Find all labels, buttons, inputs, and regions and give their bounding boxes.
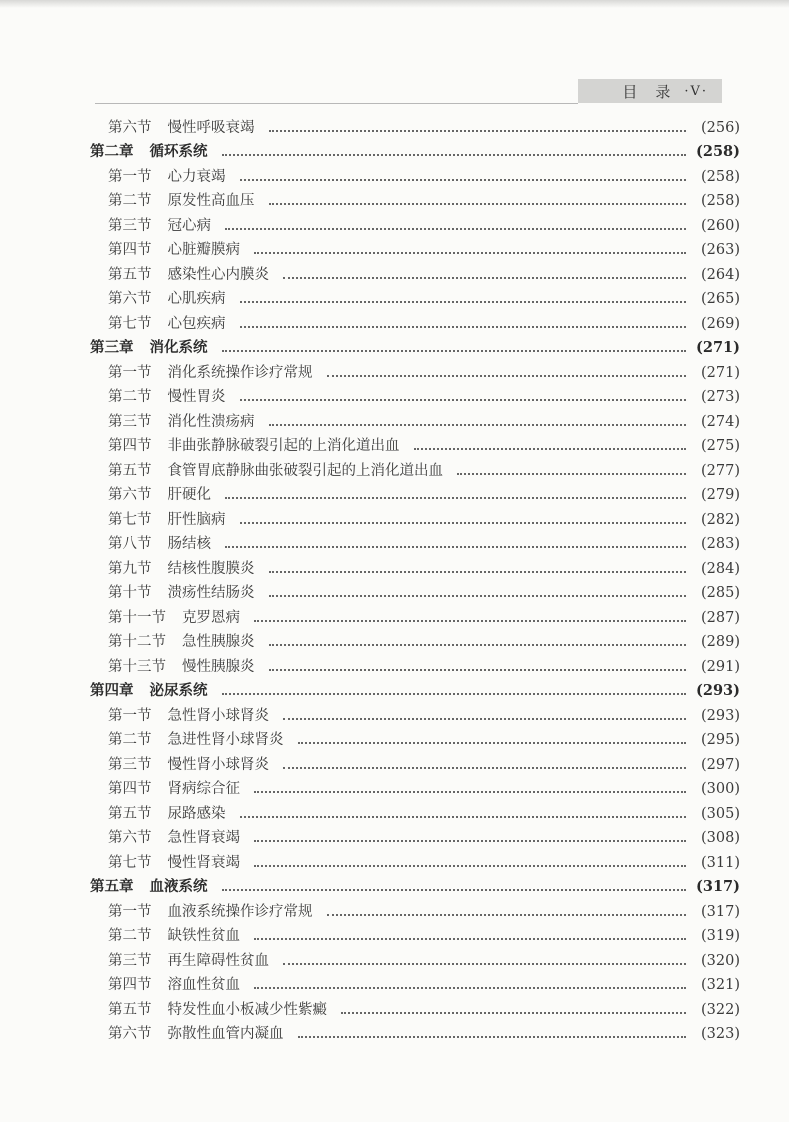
dot-leader	[222, 889, 687, 891]
dot-leader	[283, 277, 686, 279]
entry-title: 急性肾衰竭	[167, 830, 240, 846]
toc-section-entry[interactable]	[90, 823, 740, 848]
entry-page-number: (256)	[701, 119, 740, 136]
entry-page-number: (258)	[701, 193, 740, 209]
toc-section-entry[interactable]	[90, 431, 740, 456]
entry-number: 第一节	[108, 903, 152, 920]
toc-chapter-entry[interactable]	[90, 676, 740, 701]
entry-page-number: (282)	[701, 511, 740, 528]
entry-title: 消化性溃疡病	[167, 413, 255, 430]
toc-section-entry[interactable]	[90, 896, 740, 921]
entry-page-number: (319)	[701, 928, 740, 944]
entry-number: 第十一节	[108, 609, 166, 626]
entry-page-number: (271)	[696, 339, 740, 356]
toc-section-entry[interactable]	[90, 1019, 740, 1044]
entry-title: 慢性胃炎	[167, 389, 226, 405]
entry-number: 第五节	[108, 462, 152, 479]
entry-number: 第十二节	[108, 634, 166, 650]
entry-page-number: (321)	[701, 977, 740, 993]
entry-title: 心脏瓣膜病	[167, 242, 240, 258]
entry-number: 第五章	[90, 878, 134, 895]
toc-section-entry[interactable]	[90, 186, 740, 211]
entry-page-number: (305)	[701, 805, 740, 822]
dot-leader	[254, 252, 686, 254]
entry-number: 第四节	[108, 242, 152, 258]
entry-number: 第六节	[108, 119, 152, 136]
toc-section-entry[interactable]	[90, 553, 740, 578]
entry-page-number: (260)	[701, 217, 740, 234]
entry-page-number: (293)	[701, 707, 740, 724]
dot-leader	[283, 718, 686, 720]
entry-title: 血液系统操作诊疗常规	[167, 903, 313, 920]
entry-number: 第四章	[90, 682, 134, 699]
entry-page-number: (271)	[701, 364, 740, 381]
entry-page-number: (317)	[701, 903, 740, 920]
toc-section-entry[interactable]	[90, 357, 740, 382]
dot-leader	[240, 399, 687, 401]
dot-leader	[254, 865, 686, 867]
entry-number: 第十节	[108, 585, 152, 601]
entry-title: 特发性血小板减少性紫癜	[167, 1001, 327, 1018]
entry-title: 感染性心内膜炎	[167, 266, 269, 283]
dot-leader	[222, 693, 687, 695]
entry-page-number: (291)	[701, 658, 740, 675]
entry-title: 急进性肾小球肾炎	[167, 732, 284, 748]
dot-leader	[240, 522, 687, 524]
toc-section-entry[interactable]	[90, 651, 740, 676]
entry-title: 消化系统	[149, 339, 208, 356]
dot-leader	[327, 375, 687, 377]
entry-number: 第五节	[108, 266, 152, 283]
entry-page-number: (308)	[701, 830, 740, 846]
entry-title: 循环系统	[149, 143, 208, 160]
toc-section-entry[interactable]	[90, 970, 740, 995]
toc-section-entry[interactable]	[90, 455, 740, 480]
toc-section-entry[interactable]	[90, 945, 740, 970]
entry-title: 肝硬化	[167, 487, 211, 503]
dot-leader	[283, 963, 686, 965]
toc-section-entry[interactable]	[90, 259, 740, 284]
entry-title: 泌尿系统	[149, 682, 208, 699]
entry-number: 第二节	[108, 193, 152, 209]
dot-leader	[225, 546, 686, 548]
entry-page-number: (323)	[701, 1026, 740, 1042]
entry-page-number: (293)	[696, 682, 740, 699]
entry-page-number: (265)	[701, 291, 740, 307]
scan-edge-shadow	[0, 0, 789, 8]
toc-section-entry[interactable]	[90, 308, 740, 333]
dot-leader	[240, 301, 687, 303]
dot-leader	[269, 203, 687, 205]
dot-leader	[298, 742, 687, 744]
entry-page-number: (274)	[701, 413, 740, 430]
entry-title: 弥散性血管内凝血	[167, 1026, 284, 1042]
entry-page-number: (258)	[701, 168, 740, 185]
entry-title: 食管胃底静脉曲张破裂引起的上消化道出血	[167, 462, 443, 479]
entry-title: 再生障碍性贫血	[167, 952, 269, 969]
entry-number: 第二节	[108, 389, 152, 405]
entry-title: 尿路感染	[167, 805, 226, 822]
entry-number: 第九节	[108, 560, 152, 577]
entry-page-number: (284)	[701, 560, 740, 577]
toc-section-entry[interactable]	[90, 382, 740, 407]
entry-title: 慢性胰腺炎	[182, 658, 255, 675]
entry-page-number: (289)	[701, 634, 740, 650]
entry-number: 第七节	[108, 854, 152, 871]
entry-page-number: (277)	[701, 462, 740, 479]
toc-section-entry[interactable]	[90, 847, 740, 872]
entry-title: 原发性高血压	[167, 193, 255, 209]
dot-leader	[283, 767, 686, 769]
entry-title: 非曲张静脉破裂引起的上消化道出血	[167, 438, 400, 454]
entry-number: 第十三节	[108, 658, 166, 675]
entry-title: 结核性腹膜炎	[167, 560, 255, 577]
entry-number: 第三节	[108, 217, 152, 234]
header-page-number: ·V·	[684, 83, 708, 99]
toc-section-entry[interactable]	[90, 284, 740, 309]
toc-section-entry[interactable]	[90, 774, 740, 799]
dot-leader	[222, 350, 687, 352]
toc-section-entry[interactable]	[90, 749, 740, 774]
entry-page-number: (273)	[701, 389, 740, 405]
dot-leader	[222, 154, 687, 156]
entry-number: 第六节	[108, 291, 152, 307]
dot-leader	[327, 914, 687, 916]
toc-section-entry[interactable]	[90, 578, 740, 603]
dot-leader	[269, 669, 687, 671]
entry-number: 第四节	[108, 438, 152, 454]
entry-title: 心包疾病	[167, 315, 226, 332]
toc-chapter-entry[interactable]	[90, 333, 740, 358]
entry-title: 急性胰腺炎	[182, 634, 255, 650]
entry-number: 第一节	[108, 707, 152, 724]
entry-title: 消化系统操作诊疗常规	[167, 364, 313, 381]
entry-number: 第一节	[108, 364, 152, 381]
dot-leader	[254, 791, 686, 793]
dot-leader	[298, 1036, 687, 1038]
entry-title: 肠结核	[167, 536, 211, 552]
toc-section-entry[interactable]	[90, 210, 740, 235]
entry-title: 冠心病	[167, 217, 211, 234]
toc-section-entry[interactable]	[90, 725, 740, 750]
entry-number: 第二章	[90, 143, 134, 160]
entry-title: 慢性肾小球肾炎	[167, 756, 269, 773]
entry-number: 第七节	[108, 511, 152, 528]
entry-title: 肝性脑病	[167, 511, 226, 528]
entry-page-number: (300)	[701, 781, 740, 797]
entry-title: 克罗恩病	[182, 609, 240, 626]
entry-page-number: (311)	[701, 854, 740, 871]
dot-leader	[341, 1012, 686, 1014]
header-title-char2: 录	[655, 82, 671, 101]
dot-leader	[254, 840, 686, 842]
entry-page-number: (258)	[696, 143, 740, 160]
dot-leader	[269, 644, 687, 646]
toc-section-entry[interactable]	[90, 602, 740, 627]
toc-section-entry[interactable]	[90, 480, 740, 505]
dot-leader	[269, 424, 687, 426]
entry-number: 第三节	[108, 952, 152, 969]
toc-section-entry[interactable]	[90, 406, 740, 431]
entry-number: 第六节	[108, 487, 152, 503]
entry-number: 第四节	[108, 977, 152, 993]
dot-leader	[457, 473, 686, 475]
entry-number: 第五节	[108, 1001, 152, 1018]
toc-section-entry[interactable]	[90, 700, 740, 725]
dot-leader	[240, 179, 687, 181]
toc-section-entry[interactable]	[90, 112, 740, 137]
toc-section-entry[interactable]	[90, 627, 740, 652]
entry-number: 第八节	[108, 536, 152, 552]
dot-leader	[414, 448, 687, 450]
entry-page-number: (264)	[701, 266, 740, 283]
entry-number: 第四节	[108, 781, 152, 797]
entry-number: 第七节	[108, 315, 152, 332]
entry-page-number: (317)	[696, 878, 740, 895]
entry-page-number: (279)	[701, 487, 740, 503]
toc-section-entry[interactable]	[90, 529, 740, 554]
toc-section-entry[interactable]	[90, 921, 740, 946]
toc-chapter-entry[interactable]	[90, 137, 740, 162]
entry-page-number: (322)	[701, 1001, 740, 1018]
entry-title: 溶血性贫血	[167, 977, 240, 993]
entry-title: 缺铁性贫血	[167, 928, 240, 944]
entry-page-number: (320)	[701, 952, 740, 969]
entry-title: 慢性呼吸衰竭	[167, 119, 255, 136]
entry-number: 第三节	[108, 756, 152, 773]
entry-number: 第六节	[108, 830, 152, 846]
entry-page-number: (297)	[701, 756, 740, 773]
entry-title: 急性肾小球肾炎	[167, 707, 269, 724]
dot-leader	[225, 497, 686, 499]
entry-title: 血液系统	[149, 878, 208, 895]
toc-section-entry[interactable]	[90, 235, 740, 260]
entry-number: 第三节	[108, 413, 152, 430]
entry-number: 第一节	[108, 168, 152, 185]
entry-page-number: (283)	[701, 536, 740, 552]
entry-page-number: (295)	[701, 732, 740, 748]
dot-leader	[254, 938, 686, 940]
entry-number: 第三章	[90, 339, 134, 356]
toc-section-entry[interactable]	[90, 161, 740, 186]
dot-leader	[240, 816, 687, 818]
table-of-contents	[90, 112, 740, 1043]
entry-page-number: (287)	[701, 609, 740, 626]
entry-title: 慢性肾衰竭	[167, 854, 240, 871]
dot-leader	[269, 595, 687, 597]
header-title-char1: 目	[622, 82, 638, 101]
entry-page-number: (269)	[701, 315, 740, 332]
entry-title: 心力衰竭	[167, 168, 226, 185]
entry-page-number: (275)	[701, 438, 740, 454]
entry-title: 心肌疾病	[167, 291, 226, 307]
entry-title: 肾病综合征	[167, 781, 240, 797]
entry-page-number: (285)	[701, 585, 740, 601]
toc-section-entry[interactable]	[90, 798, 740, 823]
dot-leader	[269, 130, 687, 132]
entry-number: 第六节	[108, 1026, 152, 1042]
dot-leader	[254, 987, 686, 989]
entry-page-number: (263)	[701, 242, 740, 258]
dot-leader	[269, 571, 687, 573]
dot-leader	[254, 620, 686, 622]
toc-chapter-entry[interactable]	[90, 872, 740, 897]
entry-number: 第二节	[108, 732, 152, 748]
entry-number: 第五节	[108, 805, 152, 822]
dot-leader	[225, 228, 686, 230]
toc-section-entry[interactable]	[90, 994, 740, 1019]
entry-title: 溃疡性结肠炎	[167, 585, 255, 601]
running-header	[578, 79, 722, 103]
header-rule	[95, 103, 578, 104]
entry-number: 第二节	[108, 928, 152, 944]
toc-section-entry[interactable]	[90, 504, 740, 529]
dot-leader	[240, 326, 687, 328]
